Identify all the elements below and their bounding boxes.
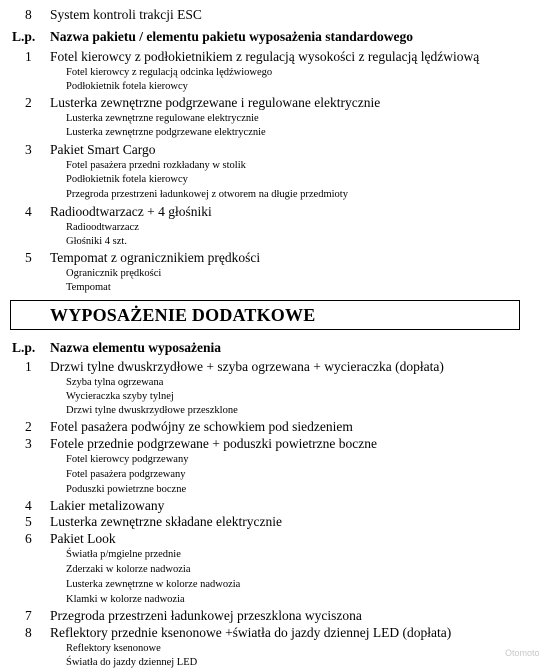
sub-item: Zderzaki w kolorze nadwozia <box>66 564 191 575</box>
item-number: 4 <box>25 204 32 219</box>
sub-item: Lusterka zewnętrzne w kolorze nadwozia <box>66 579 241 590</box>
item-number: 7 <box>25 608 32 623</box>
item-title: System kontroli trakcji ESC <box>50 7 202 22</box>
item-title: Pakiet Smart Cargo <box>50 142 156 157</box>
item-title: Fotel kierowcy z podłokietnikiem z regulacją wysokości z regulacją lędźwiową <box>50 49 480 64</box>
sub-item: Przegroda przestrzeni ładunkowej z otworem na długie przedmioty <box>66 189 348 200</box>
item-title: Drzwi tylne dwuskrzydłowe + szyba ogrzewana + wycieraczka (dopłata) <box>50 359 444 374</box>
sub-item: Wycieraczka szyby tylnej <box>66 391 174 402</box>
sub-item: Światła do jazdy dziennej LED <box>66 657 198 668</box>
item-title: Tempomat z ogranicznikiem prędkości <box>50 250 261 265</box>
item-title: Fotel pasażera podwójny ze schowkiem pod siedzeniem <box>50 419 353 434</box>
item-number: 8 <box>25 625 32 640</box>
item-title: Lusterka zewnętrzne składane elektrycznie <box>50 514 282 529</box>
watermark: Otomoto <box>505 648 540 658</box>
sub-item: Światła p/mgielne przednie <box>66 549 181 560</box>
item-title: Radioodtwarzacz + 4 głośniki <box>50 204 212 219</box>
item-title: Pakiet Look <box>50 531 116 546</box>
column-header-name: Nazwa pakietu / elementu pakietu wyposażenia standardowego <box>50 29 414 44</box>
section-banner-title: WYPOSAŻENIE DODATKOWE <box>50 305 316 325</box>
item-number: 3 <box>25 436 32 451</box>
item-number: 2 <box>25 95 32 110</box>
sub-item: Głośniki 4 szt. <box>66 236 127 247</box>
sub-item: Lusterka zewnętrzne regulowane elektrycznie <box>66 113 259 124</box>
sub-item: Lusterka zewnętrzne podgrzewane elektrycznie <box>66 127 266 138</box>
item-title: Reflektory przednie ksenonowe +światła do jazdy dziennej LED (dopłata) <box>50 625 452 640</box>
sub-item: Tempomat <box>66 282 111 293</box>
item-title: Fotele przednie podgrzewane + poduszki powietrzne boczne <box>50 436 377 451</box>
item-number: 1 <box>25 359 32 374</box>
item-number: 2 <box>25 419 32 434</box>
item-number: 5 <box>25 514 32 529</box>
sub-item: Podłokietnik fotela kierowcy <box>66 174 188 185</box>
column-header-lp: L.p. <box>12 340 36 355</box>
sub-item: Radioodtwarzacz <box>66 222 139 233</box>
sub-item: Fotel pasażera podgrzewany <box>66 469 186 480</box>
item-number: 6 <box>25 531 32 546</box>
column-header-name: Nazwa elementu wyposażenia <box>50 340 221 355</box>
sub-item: Reflektory ksenonowe <box>66 643 161 654</box>
sub-item: Fotel pasażera przedni rozkładany w stolik <box>66 160 246 171</box>
item-number: 8 <box>25 7 32 22</box>
item-number: 5 <box>25 250 32 265</box>
sub-item: Drzwi tylne dwuskrzydłowe przeszklone <box>66 405 238 416</box>
sub-item: Szyba tylna ogrzewana <box>66 377 164 388</box>
item-title: Przegroda przestrzeni ładunkowej przeszklona wyciszona <box>50 608 362 623</box>
item-title: Lakier metalizowany <box>50 498 165 513</box>
item-number: 3 <box>25 142 32 157</box>
sub-item: Ogranicznik prędkości <box>66 268 162 279</box>
item-title: Lusterka zewnętrzne podgrzewane i regulowane elektrycznie <box>50 95 381 110</box>
sub-item: Klamki w kolorze nadwozia <box>66 594 185 605</box>
sub-item: Fotel kierowcy podgrzewany <box>66 454 189 465</box>
item-number: 4 <box>25 498 32 513</box>
sub-item: Poduszki powietrzne boczne <box>66 484 187 495</box>
item-number: 1 <box>25 49 32 64</box>
sub-item: Podłokietnik fotela kierowcy <box>66 81 188 92</box>
column-header-lp: L.p. <box>12 29 36 44</box>
sub-item: Fotel kierowcy z regulacją odcinka lędźwiowego <box>66 67 273 78</box>
